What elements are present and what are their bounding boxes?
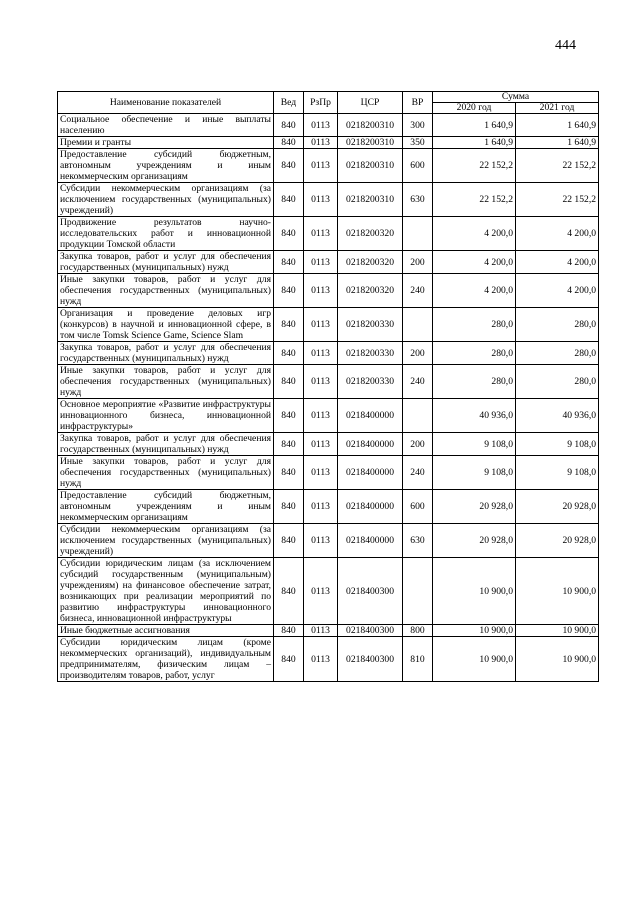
cell-sum-2021: 280,0: [516, 308, 599, 342]
cell-rzpr: 0113: [304, 456, 338, 490]
cell-ved: 840: [274, 524, 304, 558]
table-row: [58, 217, 599, 251]
cell-ved: 840: [274, 137, 304, 149]
header-year-2020: 2020 год: [433, 103, 516, 114]
table-row: [58, 625, 599, 637]
cell-vr: 200: [403, 251, 433, 274]
cell-sum-2020: 4 200,0: [433, 274, 516, 308]
cell-rzpr: 0113: [304, 625, 338, 637]
cell-ved: 840: [274, 308, 304, 342]
cell-rzpr: 0113: [304, 490, 338, 524]
table-row: [58, 456, 599, 490]
header-vr: ВР: [403, 92, 433, 114]
cell-rzpr: 0113: [304, 251, 338, 274]
cell-ved: 840: [274, 399, 304, 433]
cell-rzpr: 0113: [304, 114, 338, 137]
cell-ved: 840: [274, 490, 304, 524]
cell-ved: 840: [274, 456, 304, 490]
cell-csr: 0218200320: [338, 217, 403, 251]
cell-name: Продвижение результатов научно-исследовательских работ и инновационной продукции Томской области: [58, 217, 274, 251]
cell-ved: 840: [274, 217, 304, 251]
table-row: [58, 149, 599, 183]
cell-rzpr: 0113: [304, 217, 338, 251]
cell-sum-2020: 20 928,0: [433, 490, 516, 524]
cell-sum-2021: 1 640,9: [516, 137, 599, 149]
cell-sum-2021: 280,0: [516, 342, 599, 365]
cell-sum-2020: 4 200,0: [433, 251, 516, 274]
cell-sum-2021: 4 200,0: [516, 217, 599, 251]
cell-sum-2021: 40 936,0: [516, 399, 599, 433]
cell-rzpr: 0113: [304, 183, 338, 217]
cell-ved: 840: [274, 342, 304, 365]
cell-sum-2020: 22 152,2: [433, 183, 516, 217]
cell-sum-2020: 280,0: [433, 365, 516, 399]
cell-sum-2021: 9 108,0: [516, 433, 599, 456]
cell-sum-2020: 1 640,9: [433, 114, 516, 137]
cell-sum-2021: 1 640,9: [516, 114, 599, 137]
table-row: [58, 558, 599, 625]
cell-sum-2020: 20 928,0: [433, 524, 516, 558]
cell-vr: 630: [403, 524, 433, 558]
cell-vr: 300: [403, 114, 433, 137]
cell-name: Предоставление субсидий бюджетным, автономным учреждениям и иным некоммерческим организациям: [58, 490, 274, 524]
cell-name: Закупка товаров, работ и услуг для обеспечения государственных (муниципальных) нужд: [58, 342, 274, 365]
cell-sum-2021: 280,0: [516, 365, 599, 399]
cell-name: Иные закупки товаров, работ и услуг для обеспечения государственных (муниципальных) нужд: [58, 365, 274, 399]
cell-ved: 840: [274, 114, 304, 137]
cell-name: Социальное обеспечение и иные выплаты населению: [58, 114, 274, 137]
header-rzpr: РзПр: [304, 92, 338, 114]
cell-name: Организация и проведение деловых игр (конкурсов) в научной и инновационной сфере, в том числе Tomsk Science Game, Science Slam: [58, 308, 274, 342]
cell-csr: 0218200330: [338, 365, 403, 399]
cell-rzpr: 0113: [304, 274, 338, 308]
cell-csr: 0218400000: [338, 490, 403, 524]
cell-vr: 200: [403, 433, 433, 456]
header-year-2021: 2021 год: [516, 103, 599, 114]
cell-csr: 0218400000: [338, 399, 403, 433]
cell-vr: [403, 217, 433, 251]
cell-ved: 840: [274, 558, 304, 625]
cell-csr: 0218200310: [338, 183, 403, 217]
cell-rzpr: 0113: [304, 637, 338, 682]
cell-name: Закупка товаров, работ и услуг для обеспечения государственных (муниципальных) нужд: [58, 251, 274, 274]
cell-rzpr: 0113: [304, 149, 338, 183]
cell-ved: 840: [274, 251, 304, 274]
cell-vr: 200: [403, 342, 433, 365]
cell-sum-2020: 9 108,0: [433, 433, 516, 456]
table-row: [58, 433, 599, 456]
cell-sum-2021: 10 900,0: [516, 637, 599, 682]
cell-vr: [403, 399, 433, 433]
cell-vr: 600: [403, 490, 433, 524]
cell-name: Субсидии юридическим лицам (за исключением субсидий государственным (муниципальным) учреждениям) на финансовое обеспечение затрат, возникающих при реализации мероприятий по развитию инфраструктуры инновационного бизнеса, инновационной инфраструктуры: [58, 558, 274, 625]
cell-ved: 840: [274, 625, 304, 637]
table-row: [58, 637, 599, 682]
cell-csr: 0218200310: [338, 149, 403, 183]
cell-csr: 0218200330: [338, 308, 403, 342]
cell-sum-2020: 9 108,0: [433, 456, 516, 490]
cell-vr: [403, 308, 433, 342]
cell-sum-2021: 22 152,2: [516, 149, 599, 183]
budget-table: [57, 91, 599, 682]
table-row: [58, 490, 599, 524]
cell-name: Закупка товаров, работ и услуг для обеспечения государственных (муниципальных) нужд: [58, 433, 274, 456]
cell-ved: 840: [274, 433, 304, 456]
cell-csr: 0218400000: [338, 456, 403, 490]
cell-name: Премии и гранты: [58, 137, 274, 149]
table-row: [58, 114, 599, 137]
cell-sum-2021: 4 200,0: [516, 274, 599, 308]
cell-ved: 840: [274, 274, 304, 308]
cell-vr: 240: [403, 274, 433, 308]
cell-vr: 350: [403, 137, 433, 149]
table-row: [58, 308, 599, 342]
cell-ved: 840: [274, 365, 304, 399]
cell-name: Иные закупки товаров, работ и услуг для обеспечения государственных (муниципальных) нужд: [58, 456, 274, 490]
header-sum: Сумма: [433, 92, 599, 103]
cell-csr: 0218200320: [338, 251, 403, 274]
cell-rzpr: 0113: [304, 558, 338, 625]
table-row: [58, 251, 599, 274]
header-ved: Вед: [274, 92, 304, 114]
cell-rzpr: 0113: [304, 137, 338, 149]
table-row: [58, 399, 599, 433]
cell-rzpr: 0113: [304, 308, 338, 342]
table-row: [58, 137, 599, 149]
cell-csr: 0218400000: [338, 524, 403, 558]
cell-csr: 0218200330: [338, 342, 403, 365]
cell-sum-2020: 280,0: [433, 308, 516, 342]
cell-name: Субсидии некоммерческим организациям (за исключением государственных (муниципальных) учреждений): [58, 524, 274, 558]
cell-sum-2021: 10 900,0: [516, 558, 599, 625]
header-name: Наименование показателей: [58, 92, 274, 114]
cell-vr: 630: [403, 183, 433, 217]
cell-sum-2021: 20 928,0: [516, 490, 599, 524]
cell-ved: 840: [274, 149, 304, 183]
cell-rzpr: 0113: [304, 433, 338, 456]
cell-sum-2020: 22 152,2: [433, 149, 516, 183]
cell-csr: 0218200320: [338, 274, 403, 308]
cell-name: Субсидии некоммерческим организациям (за исключением государственных (муниципальных) учреждений): [58, 183, 274, 217]
cell-sum-2021: 10 900,0: [516, 625, 599, 637]
cell-name: Предоставление субсидий бюджетным, автономным учреждениям и иным некоммерческим организациям: [58, 149, 274, 183]
table-body: [58, 114, 599, 682]
table-row: [58, 365, 599, 399]
cell-vr: 800: [403, 625, 433, 637]
table-row: [58, 183, 599, 217]
cell-vr: 240: [403, 456, 433, 490]
cell-csr: 0218400300: [338, 637, 403, 682]
cell-ved: 840: [274, 637, 304, 682]
cell-sum-2020: 4 200,0: [433, 217, 516, 251]
cell-name: Субсидии юридическим лицам (кроме некоммерческих организаций), индивидуальным предпринимателям, физическим лицам – производителям товаров, работ, услуг: [58, 637, 274, 682]
cell-sum-2021: 9 108,0: [516, 456, 599, 490]
cell-csr: 0218400300: [338, 558, 403, 625]
table-row: [58, 524, 599, 558]
cell-name: Иные закупки товаров, работ и услуг для обеспечения государственных (муниципальных) нужд: [58, 274, 274, 308]
cell-sum-2021: 4 200,0: [516, 251, 599, 274]
cell-sum-2020: 10 900,0: [433, 558, 516, 625]
cell-vr: 600: [403, 149, 433, 183]
cell-vr: [403, 558, 433, 625]
cell-sum-2020: 40 936,0: [433, 399, 516, 433]
cell-csr: 0218200310: [338, 137, 403, 149]
table-row: [58, 274, 599, 308]
cell-ved: 840: [274, 183, 304, 217]
cell-sum-2021: 22 152,2: [516, 183, 599, 217]
cell-vr: 240: [403, 365, 433, 399]
cell-name: Иные бюджетные ассигнования: [58, 625, 274, 637]
cell-rzpr: 0113: [304, 399, 338, 433]
table-row: [58, 342, 599, 365]
cell-rzpr: 0113: [304, 365, 338, 399]
cell-csr: 0218200310: [338, 114, 403, 137]
cell-name: Основное мероприятие «Развитие инфраструктуры инновационного бизнеса, инновационной инфраструктуры»: [58, 399, 274, 433]
cell-csr: 0218400300: [338, 625, 403, 637]
cell-vr: 810: [403, 637, 433, 682]
cell-rzpr: 0113: [304, 524, 338, 558]
cell-csr: 0218400000: [338, 433, 403, 456]
page-number: 444: [555, 38, 576, 53]
header-csr: ЦСР: [338, 92, 403, 114]
cell-sum-2020: 10 900,0: [433, 625, 516, 637]
cell-sum-2021: 20 928,0: [516, 524, 599, 558]
cell-sum-2020: 280,0: [433, 342, 516, 365]
cell-sum-2020: 1 640,9: [433, 137, 516, 149]
cell-rzpr: 0113: [304, 342, 338, 365]
cell-sum-2020: 10 900,0: [433, 637, 516, 682]
